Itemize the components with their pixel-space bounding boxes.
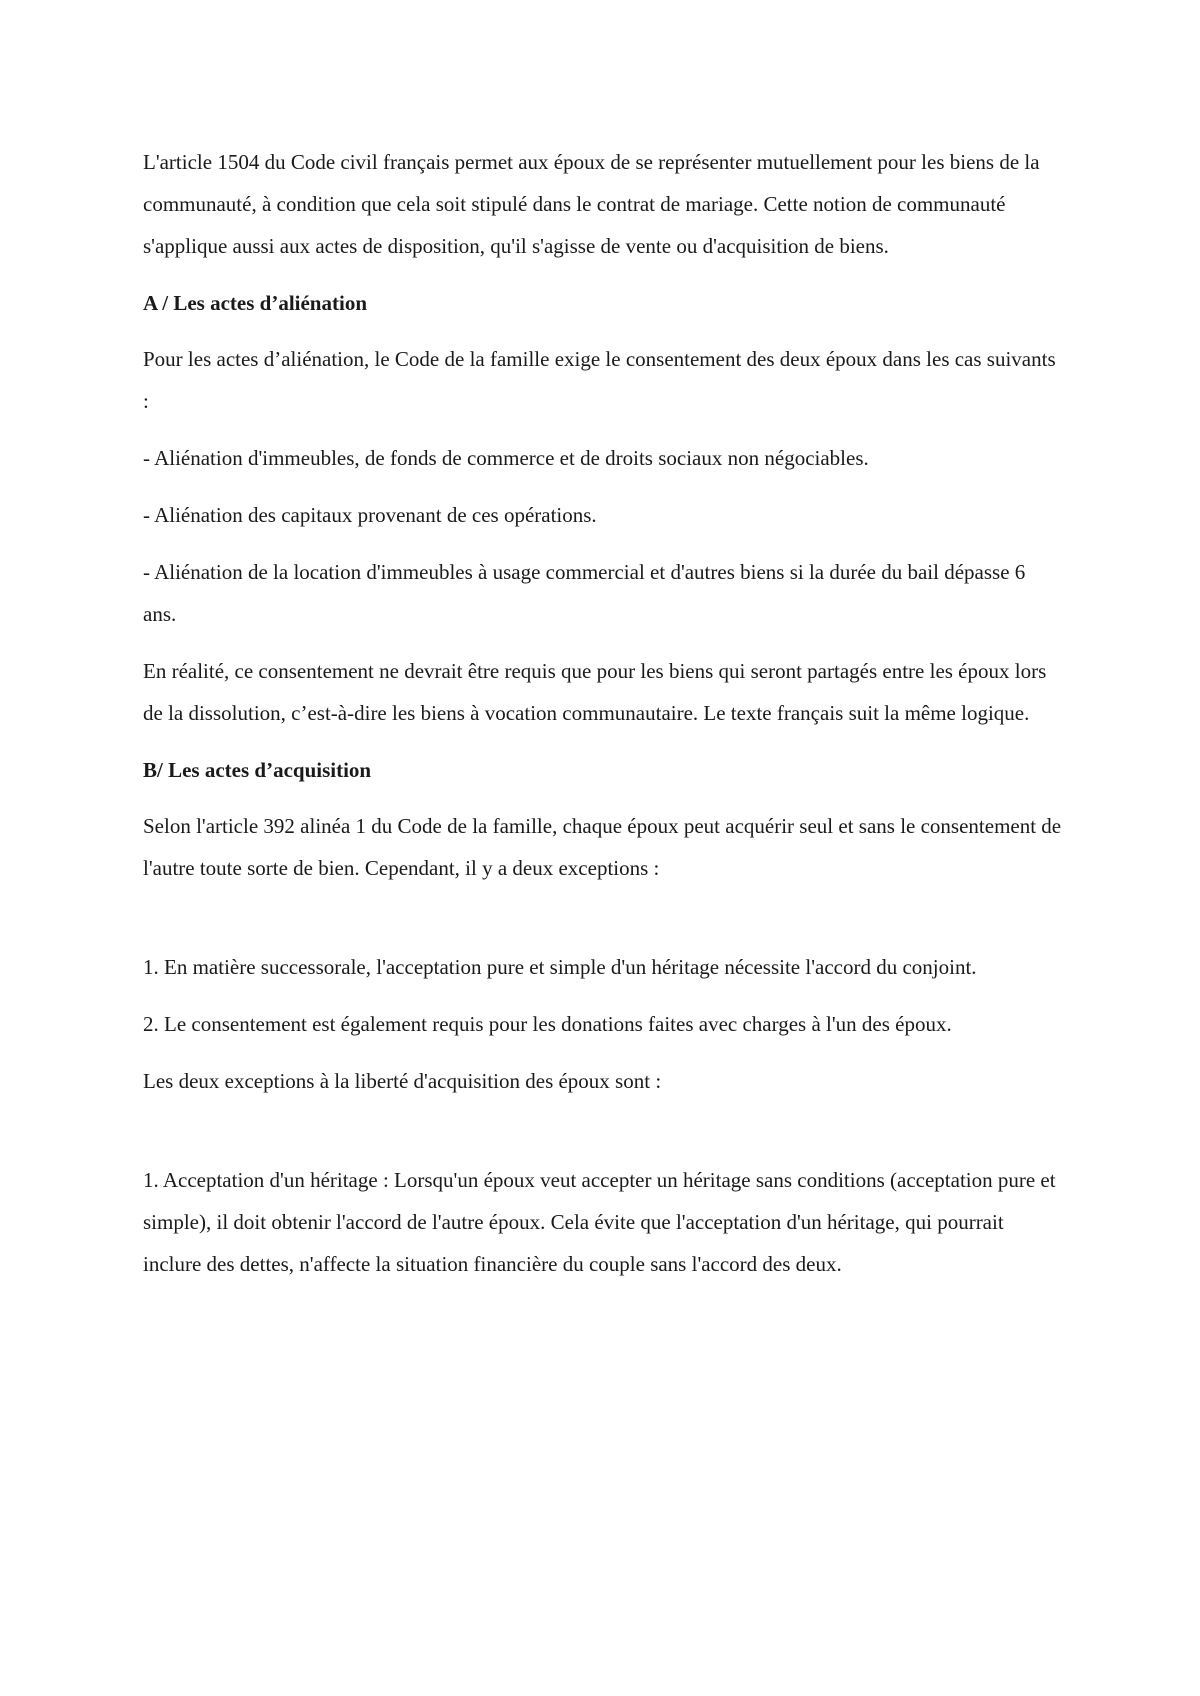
section-a-item-3: - Aliénation de la location d'immeubles à usage commercial et d'autres biens si la durée du bail dépasse 6 ans. [143,560,1026,626]
section-a-item-1: - Aliénation d'immeubles, de fonds de commerce et de droits sociaux non négociables. [143,446,869,470]
section-a-conclusion: En réalité, ce consentement ne devrait être requis que pour les biens qui seront partagés entre les époux lors de la dissolution, c’est-à-dire les biens à vocation communautaire. Le texte français suit la même logique. [143,659,1047,725]
section-b-detail: 1. Acceptation d'un héritage : Lorsqu'un époux veut accepter un héritage sans conditions (acceptation pure et simple), il doit obtenir l'accord de l'autre époux. Cela évite que l'acceptation d'un héritage, qui pourrait inclure des dettes, n'affecte la situation financière du couple sans l'accord des deux. [143,1168,1056,1276]
blank-line [143,1117,1063,1159]
section-b-summary: Les deux exceptions à la liberté d'acquisition des époux sont : [143,1069,662,1093]
section-a-item-2: - Aliénation des capitaux provenant de ces opérations. [143,503,597,527]
blank-line [143,904,1063,946]
section-a-heading: A / Les actes d’aliénation [143,291,367,315]
section-a-intro: Pour les actes d’aliénation, le Code de la famille exige le consentement des deux époux dans les cas suivants : [143,347,1056,413]
intro-paragraph: L'article 1504 du Code civil français permet aux époux de se représenter mutuellement pour les biens de la communauté, à condition que cela soit stipulé dans le contrat de mariage. Cette notion de communauté s'applique aussi aux actes de disposition, qu'il s'agisse de vente ou d'acquisition de biens. [143,150,1040,258]
section-b-exception-2: 2. Le consentement est également requis pour les donations faites avec charges à l'un des époux. [143,1012,952,1036]
section-b-heading: B/ Les actes d’acquisition [143,758,372,782]
document-body [143,141,1063,1300]
section-b-intro: Selon l'article 392 alinéa 1 du Code de la famille, chaque époux peut acquérir seul et sans le consentement de l'autre toute sorte de bien. Cependant, il y a deux exceptions : [143,814,1062,880]
section-b-exception-1: 1. En matière successorale, l'acceptation pure et simple d'un héritage nécessite l'accord du conjoint. [143,955,977,979]
